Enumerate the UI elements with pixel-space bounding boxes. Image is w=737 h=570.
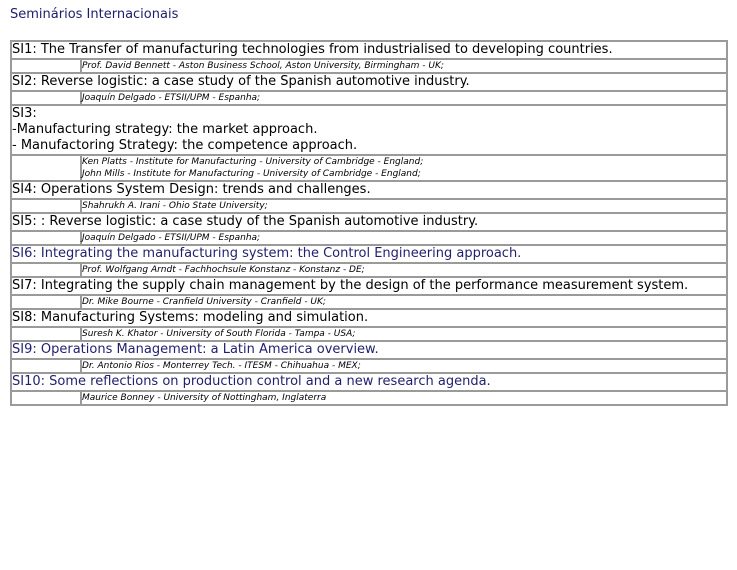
seminar-author-row	[11, 391, 727, 405]
indent-cell	[11, 391, 81, 405]
indent-cell	[11, 91, 81, 105]
seminar-author-row	[11, 295, 727, 309]
author-line: John Mills - Institute for Manufacturing - University of Cambridge - England;	[82, 169, 421, 179]
seminar-author-row	[11, 327, 727, 341]
seminar-title-line: SI8: Manufacturing Systems: modeling and simulation.	[12, 310, 369, 325]
seminar-title	[11, 41, 727, 59]
seminar-title	[11, 277, 727, 295]
indent-cell	[11, 263, 81, 277]
seminar-title-row	[11, 341, 727, 359]
seminar-author-row	[11, 231, 727, 245]
seminar-title-line: SI2: Reverse logistic: a case study of the Spanish automotive industry.	[12, 74, 470, 89]
author-line: Dr. Mike Bourne - Cranfield University - Cranfield - UK;	[82, 297, 326, 307]
seminar-title-line: - Manufactoring Strategy: the competence approach.	[12, 138, 358, 153]
indent-cell	[11, 199, 81, 213]
author-line: Dr. Antonio Rios - Monterrey Tech. - ITESM - Chihuahua - MEX;	[82, 361, 361, 371]
indent-cell	[11, 59, 81, 73]
indent-cell	[11, 359, 81, 373]
seminar-title-row	[11, 245, 727, 263]
seminar-title	[11, 181, 727, 199]
seminar-authors	[81, 359, 727, 373]
seminar-title-line: SI9: Operations Management: a Latin America overview.	[12, 342, 379, 357]
seminar-authors	[81, 231, 727, 245]
author-line: Maurice Bonney - University of Nottingham, Inglaterra	[82, 393, 327, 403]
seminar-title-line: -Manufacturing strategy: the market approach.	[12, 122, 318, 137]
seminar-title-row	[11, 181, 727, 199]
seminar-title-line: SI6: Integrating the manufacturing system: the Control Engineering approach.	[12, 246, 522, 261]
seminar-title-row	[11, 277, 727, 295]
seminar-authors	[81, 199, 727, 213]
seminar-title-line: SI7: Integrating the supply chain management by the design of the performance measurement system.	[12, 278, 689, 293]
author-line: Joaquín Delgado - ETSII/UPM - Espanha;	[82, 233, 261, 243]
seminar-title-line: SI3:	[12, 106, 37, 121]
author-line: Suresh K. Khator - University of South Florida - Tampa - USA;	[82, 329, 356, 339]
seminar-author-row	[11, 155, 727, 181]
seminar-authors	[81, 263, 727, 277]
author-line: Shahrukh A. Irani - Ohio State University;	[82, 201, 268, 211]
seminar-authors	[81, 391, 727, 405]
seminar-title-line: SI5: : Reverse logistic: a case study of the Spanish automotive industry.	[12, 214, 479, 229]
seminar-title	[11, 309, 727, 327]
indent-cell	[11, 231, 81, 245]
author-line: Prof. Wolfgang Arndt - Fachhochsule Konstanz - Konstanz - DE;	[82, 265, 365, 275]
seminar-title-row	[11, 309, 727, 327]
seminar-title-row	[11, 105, 727, 155]
seminar-authors	[81, 59, 727, 73]
seminar-title	[11, 105, 727, 155]
seminar-title	[11, 245, 727, 263]
seminar-authors	[81, 155, 727, 181]
author-line: Prof. David Bennett - Aston Business School, Aston University, Birmingham - UK;	[82, 61, 444, 71]
seminar-title-line: SI4: Operations System Design: trends and challenges.	[12, 182, 371, 197]
indent-cell	[11, 155, 81, 181]
seminar-authors	[81, 91, 727, 105]
indent-cell	[11, 327, 81, 341]
seminar-title	[11, 73, 727, 91]
seminar-title-row	[11, 73, 727, 91]
seminar-author-row	[11, 199, 727, 213]
seminar-title-row	[11, 373, 727, 391]
seminar-title	[11, 213, 727, 231]
seminar-title-line: SI1: The Transfer of manufacturing technologies from industrialised to developing countries.	[12, 42, 613, 57]
author-line: Ken Platts - Institute for Manufacturing - University of Cambridge - England;	[82, 157, 424, 167]
seminar-table	[10, 40, 728, 406]
seminar-author-row	[11, 359, 727, 373]
seminar-title	[11, 341, 727, 359]
page-title: Seminários Internacionais	[10, 7, 179, 22]
author-line: Joaquín Delgado - ETSII/UPM - Espanha;	[82, 93, 261, 103]
seminar-authors	[81, 295, 727, 309]
seminar-author-row	[11, 59, 727, 73]
indent-cell	[11, 295, 81, 309]
seminar-title-line: SI10: Some reflections on production control and a new research agenda.	[12, 374, 491, 389]
seminar-authors	[81, 327, 727, 341]
seminar-author-row	[11, 263, 727, 277]
seminar-title-row	[11, 41, 727, 59]
seminar-title-row	[11, 213, 727, 231]
seminar-author-row	[11, 91, 727, 105]
seminar-title	[11, 373, 727, 391]
